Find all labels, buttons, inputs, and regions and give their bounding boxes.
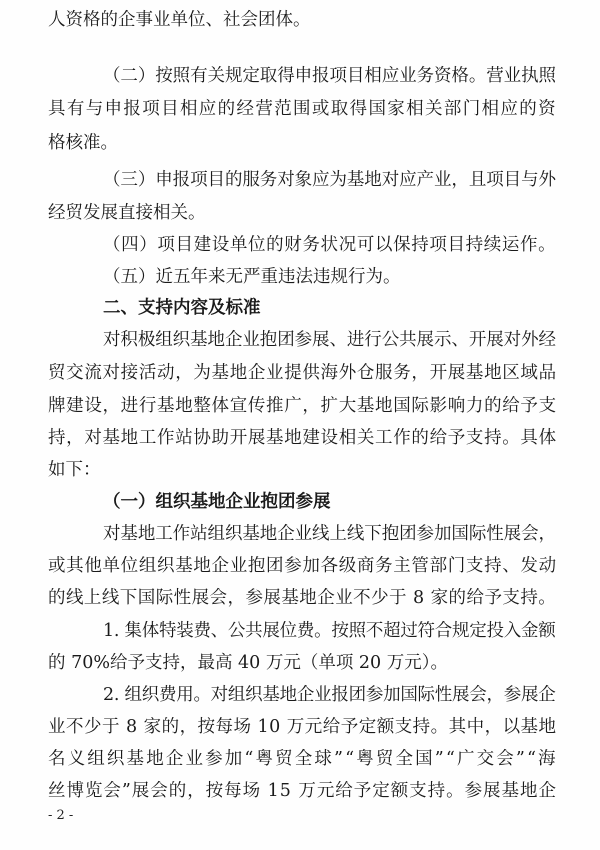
text-line: 二、支持内容及标准 [103,298,261,318]
text-line: （一）组织基地企业抱团参展 [103,492,331,512]
text-line: 名义组织基地企业参加“粤贸全球”“粤贸全国”“广交会”“海 [48,749,558,769]
text-line: （二）按照有关规定取得申报项目相应业务资格。营业执照 [103,66,556,86]
text-line: 经贸发展直接相关。 [48,203,206,223]
text-line: 或其他单位组织基地企业抱团参加各级商务主管部门支持、发动 [48,556,557,576]
text-line: 牌建设，进行基地整体宣传推广，扩大基地国际影响力的给予支 [48,396,557,416]
text-line: 格核准。 [48,133,118,153]
text-line: 丝博览会”展会的，按每场 15 万元给予定额支持。参展基地企 [48,781,557,801]
text-line: 的 70%给予支持，最高 40 万元（单项 20 万元）。 [48,653,448,673]
text-line: 人资格的企事业单位、社会团体。 [48,10,311,30]
text-line: 如下： [48,460,101,480]
text-line: 对积极组织基地企业抱团参展、进行公共展示、开展对外经 [103,330,556,350]
text-line: 的线上线下国际性展会，参展基地企业不少于 8 家的给予支持。 [48,588,557,608]
text-line: 持，对基地工作站协助开展基地建设相关工作的给予支持。具体 [48,428,557,448]
text-line: 具有与申报项目相应的经营范围或取得国家相关部门相应的资 [48,99,557,119]
page-number: - 2 - [48,808,74,823]
text-line: （四）项目建设单位的财务状况可以保持项目持续运作。 [103,235,557,255]
text-line: 贸交流对接活动，为基地企业提供海外仓服务，开展基地区域品 [48,363,557,383]
text-line: 1. 集体特装费、公共展位费。按照不超过符合规定投入金额 [103,621,556,641]
text-line: 业不少于 8 家的，按每场 10 万元给予定额支持。其中，以基地 [48,717,557,737]
text-line: 对基地工作站组织基地企业线上线下抱团参加国际性展会， [103,524,556,544]
text-line: （三）申报项目的服务对象应为基地对应产业，且项目与外 [103,170,556,190]
text-line: 2. 组织费用。对组织基地企业报团参加国际性展会，参展企 [103,685,556,705]
text-line: （五）近五年来无严重违法违规行为。 [103,267,401,287]
